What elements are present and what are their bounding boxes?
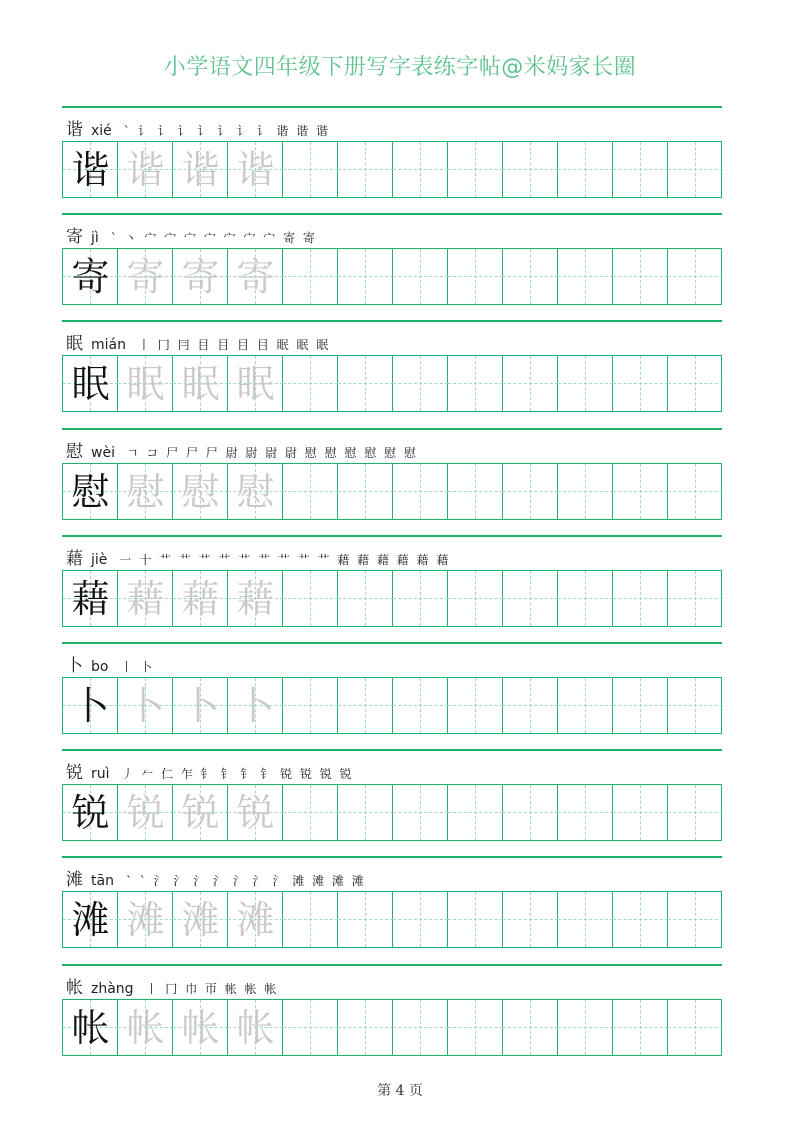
blank-cell [448, 356, 503, 411]
blank-cell [503, 678, 558, 733]
trace-cell [118, 1000, 173, 1055]
model-cell [63, 571, 118, 626]
trace-cell [228, 249, 283, 304]
guide-line-horizontal [393, 812, 448, 813]
practice-row [62, 428, 722, 520]
blank-cell [338, 785, 393, 840]
trace-cell [118, 571, 173, 626]
character-label: 眠 [66, 334, 83, 354]
trace-character: 谐 [181, 147, 220, 192]
blank-cell [448, 571, 503, 626]
guide-line-horizontal [668, 383, 723, 384]
blank-cell [393, 464, 448, 519]
row-divider [62, 213, 722, 215]
blank-cell [448, 892, 503, 947]
blank-cell [283, 1000, 338, 1055]
blank-cell [558, 678, 613, 733]
writing-grid [62, 999, 722, 1056]
pinyin-label: bo [91, 659, 109, 675]
row-divider [62, 749, 722, 751]
blank-cell [558, 464, 613, 519]
blank-cell [393, 1000, 448, 1055]
blank-cell [613, 356, 668, 411]
blank-cell [668, 571, 723, 626]
stroke-order: ` ` 氵 氵 氵 氵 氵 氵 氵 滩 滩 滩 滩 [125, 874, 366, 888]
character-label: 寄 [66, 227, 83, 247]
blank-cell [338, 892, 393, 947]
trace-character: 滩 [126, 897, 165, 942]
blank-cell [448, 464, 503, 519]
trace-character: 卜 [181, 683, 220, 728]
guide-line-horizontal [448, 919, 503, 920]
trace-character: 卜 [126, 683, 165, 728]
guide-line-horizontal [503, 705, 558, 706]
guide-line-horizontal [613, 705, 668, 706]
row-header [66, 973, 278, 997]
guide-line-horizontal [448, 491, 503, 492]
row-divider [62, 642, 722, 644]
blank-cell [613, 571, 668, 626]
guide-line-horizontal [283, 169, 338, 170]
trace-cell [118, 356, 173, 411]
blank-cell [503, 249, 558, 304]
blank-cell [613, 785, 668, 840]
character-label: 锐 [66, 763, 83, 783]
model-character: 帐 [71, 1005, 110, 1050]
guide-line-horizontal [448, 383, 503, 384]
model-cell [63, 1000, 118, 1055]
guide-line-horizontal [448, 812, 503, 813]
row-header [66, 865, 366, 889]
guide-line-horizontal [283, 491, 338, 492]
practice-row [62, 964, 722, 1056]
model-cell [63, 785, 118, 840]
blank-cell [613, 142, 668, 197]
practice-row [62, 106, 722, 198]
trace-cell [118, 142, 173, 197]
blank-cell [668, 785, 723, 840]
blank-cell [283, 142, 338, 197]
trace-character: 藉 [236, 576, 275, 621]
guide-line-horizontal [393, 383, 448, 384]
blank-cell [393, 571, 448, 626]
trace-character: 锐 [181, 790, 220, 835]
blank-cell [613, 464, 668, 519]
row-header [66, 758, 354, 782]
blank-cell [448, 142, 503, 197]
model-cell [63, 678, 118, 733]
model-character: 卜 [71, 683, 110, 728]
blank-cell [558, 249, 613, 304]
writing-grid [62, 355, 722, 412]
trace-cell [228, 571, 283, 626]
guide-line-horizontal [558, 169, 613, 170]
blank-cell [283, 249, 338, 304]
trace-character: 慰 [181, 469, 220, 514]
guide-line-horizontal [613, 598, 668, 599]
practice-row [62, 856, 722, 948]
guide-line-horizontal [558, 919, 613, 920]
pinyin-label: wèi [91, 445, 115, 461]
trace-cell [118, 892, 173, 947]
blank-cell [393, 678, 448, 733]
trace-cell [228, 678, 283, 733]
blank-cell [338, 464, 393, 519]
blank-cell [393, 249, 448, 304]
guide-line-horizontal [448, 598, 503, 599]
blank-cell [448, 785, 503, 840]
blank-cell [558, 142, 613, 197]
row-header [66, 222, 317, 246]
blank-cell [613, 249, 668, 304]
trace-cell [173, 1000, 228, 1055]
guide-line-horizontal [558, 812, 613, 813]
pinyin-label: ruì [91, 766, 110, 782]
guide-line-horizontal [558, 1027, 613, 1028]
blank-cell [668, 249, 723, 304]
guide-line-horizontal [503, 598, 558, 599]
blank-cell [558, 785, 613, 840]
guide-line-horizontal [613, 276, 668, 277]
trace-cell [118, 785, 173, 840]
pinyin-label: tān [91, 873, 114, 889]
trace-cell [173, 356, 228, 411]
guide-line-horizontal [613, 812, 668, 813]
guide-line-horizontal [503, 1027, 558, 1028]
blank-cell [283, 464, 338, 519]
trace-character: 谐 [236, 147, 275, 192]
model-character: 慰 [71, 469, 110, 514]
blank-cell [558, 356, 613, 411]
stroke-order: ㄱ コ 尸 尸 尸 尉 尉 尉 尉 慰 慰 慰 慰 慰 慰 [126, 446, 418, 460]
trace-character: 滩 [236, 897, 275, 942]
guide-line-horizontal [283, 598, 338, 599]
trace-cell [118, 464, 173, 519]
guide-line-horizontal [668, 919, 723, 920]
practice-row [62, 320, 722, 412]
trace-cell [173, 571, 228, 626]
guide-line-horizontal [503, 383, 558, 384]
writing-grid [62, 891, 722, 948]
blank-cell [338, 142, 393, 197]
blank-cell [668, 892, 723, 947]
guide-line-horizontal [283, 383, 338, 384]
guide-line-horizontal [338, 598, 393, 599]
trace-cell [228, 356, 283, 411]
pinyin-label: xié [91, 123, 112, 139]
blank-cell [558, 1000, 613, 1055]
page-title: 小学语文四年级下册写字表练字帖@米妈家长圈 [163, 55, 637, 80]
blank-cell [558, 571, 613, 626]
guide-line-horizontal [448, 705, 503, 706]
character-label: 卜 [66, 656, 83, 676]
blank-cell [448, 678, 503, 733]
guide-line-horizontal [558, 276, 613, 277]
pinyin-label: jiè [91, 552, 108, 568]
guide-line-horizontal [338, 705, 393, 706]
guide-line-horizontal [338, 383, 393, 384]
guide-line-horizontal [338, 491, 393, 492]
guide-line-horizontal [393, 705, 448, 706]
trace-cell [173, 464, 228, 519]
character-label: 滩 [66, 870, 83, 890]
guide-line-horizontal [613, 169, 668, 170]
writing-grid [62, 784, 722, 841]
trace-character: 帐 [236, 1005, 275, 1050]
row-header [66, 115, 330, 139]
row-divider [62, 535, 722, 537]
guide-line-horizontal [393, 491, 448, 492]
model-cell [63, 464, 118, 519]
guide-line-horizontal [393, 1027, 448, 1028]
writing-grid [62, 463, 722, 520]
guide-line-horizontal [668, 812, 723, 813]
trace-cell [228, 142, 283, 197]
model-cell [63, 892, 118, 947]
writing-grid [62, 248, 722, 305]
guide-line-horizontal [503, 491, 558, 492]
row-divider [62, 856, 722, 858]
row-header [66, 544, 450, 568]
trace-cell [173, 678, 228, 733]
pinyin-label: zhàng [91, 981, 134, 997]
trace-character: 帐 [126, 1005, 165, 1050]
blank-cell [613, 1000, 668, 1055]
blank-cell [448, 249, 503, 304]
blank-cell [503, 464, 558, 519]
blank-cell [668, 1000, 723, 1055]
model-cell [63, 356, 118, 411]
trace-cell [173, 249, 228, 304]
guide-line-horizontal [668, 276, 723, 277]
guide-line-horizontal [338, 812, 393, 813]
trace-character: 藉 [126, 576, 165, 621]
trace-cell [118, 678, 173, 733]
row-divider [62, 964, 722, 966]
guide-line-horizontal [283, 919, 338, 920]
writing-grid [62, 570, 722, 627]
blank-cell [448, 1000, 503, 1055]
pinyin-label: mián [91, 337, 126, 353]
trace-character: 眠 [126, 361, 165, 406]
guide-line-horizontal [338, 919, 393, 920]
guide-line-horizontal [393, 169, 448, 170]
guide-line-horizontal [668, 598, 723, 599]
guide-line-horizontal [283, 1027, 338, 1028]
guide-line-horizontal [283, 276, 338, 277]
guide-line-horizontal [558, 383, 613, 384]
character-label: 谐 [66, 120, 83, 140]
trace-character: 藉 [181, 576, 220, 621]
model-character: 眠 [71, 361, 110, 406]
blank-cell [668, 356, 723, 411]
guide-line-horizontal [283, 705, 338, 706]
blank-cell [338, 678, 393, 733]
blank-cell [668, 678, 723, 733]
guide-line-horizontal [338, 276, 393, 277]
blank-cell [393, 356, 448, 411]
guide-line-horizontal [613, 491, 668, 492]
trace-character: 慰 [236, 469, 275, 514]
blank-cell [283, 892, 338, 947]
row-header [66, 651, 154, 675]
trace-character: 寄 [126, 254, 165, 299]
stroke-order: 丿 𠂉 仁 乍 钅 钅 钅 钅 锐 锐 锐 锐 [121, 767, 354, 781]
trace-character: 眠 [236, 361, 275, 406]
practice-row [62, 642, 722, 734]
trace-character: 寄 [181, 254, 220, 299]
guide-line-horizontal [448, 169, 503, 170]
blank-cell [283, 571, 338, 626]
guide-line-horizontal [393, 919, 448, 920]
blank-cell [338, 571, 393, 626]
blank-cell [613, 892, 668, 947]
stroke-order: 一 十 艹 艹 艹 艹 艹 艹 艹 艹 艹 藉 藉 藉 藉 藉 藉 [119, 553, 451, 567]
trace-cell [228, 1000, 283, 1055]
blank-cell [668, 464, 723, 519]
character-label: 藉 [66, 549, 83, 569]
pinyin-label: jì [91, 230, 99, 246]
guide-line-horizontal [613, 383, 668, 384]
guide-line-horizontal [558, 705, 613, 706]
guide-line-horizontal [283, 812, 338, 813]
character-label: 慰 [66, 442, 83, 462]
stroke-order: 丨 冂 冃 目 目 目 目 眠 眠 眠 [137, 338, 331, 352]
guide-line-horizontal [338, 169, 393, 170]
stroke-order: ` 讠 讠 讠 讠 讠 讠 讠 谐 谐 谐 [123, 124, 330, 138]
stroke-order: 丨 卜 [120, 660, 155, 674]
blank-cell [283, 785, 338, 840]
model-character: 谐 [71, 147, 110, 192]
trace-cell [173, 785, 228, 840]
guide-line-horizontal [668, 1027, 723, 1028]
blank-cell [283, 356, 338, 411]
model-cell [63, 249, 118, 304]
guide-line-horizontal [503, 276, 558, 277]
trace-character: 寄 [236, 254, 275, 299]
guide-line-horizontal [503, 169, 558, 170]
row-header [66, 329, 330, 353]
model-character: 滩 [71, 897, 110, 942]
practice-row [62, 749, 722, 841]
blank-cell [393, 142, 448, 197]
guide-line-horizontal [338, 1027, 393, 1028]
trace-cell [118, 249, 173, 304]
guide-line-horizontal [558, 598, 613, 599]
trace-character: 帐 [181, 1005, 220, 1050]
blank-cell [283, 678, 338, 733]
trace-cell [173, 142, 228, 197]
trace-cell [173, 892, 228, 947]
guide-line-horizontal [668, 705, 723, 706]
trace-character: 锐 [236, 790, 275, 835]
blank-cell [668, 142, 723, 197]
writing-grid [62, 677, 722, 734]
model-character: 锐 [71, 790, 110, 835]
guide-line-horizontal [448, 1027, 503, 1028]
model-character: 寄 [71, 254, 110, 299]
guide-line-horizontal [613, 919, 668, 920]
writing-grid [62, 141, 722, 198]
guide-line-horizontal [503, 812, 558, 813]
guide-line-horizontal [558, 491, 613, 492]
guide-line-horizontal [668, 169, 723, 170]
blank-cell [503, 142, 558, 197]
row-divider [62, 320, 722, 322]
guide-line-horizontal [393, 598, 448, 599]
trace-character: 滩 [181, 897, 220, 942]
blank-cell [503, 785, 558, 840]
blank-cell [503, 571, 558, 626]
character-label: 帐 [66, 978, 83, 998]
blank-cell [393, 785, 448, 840]
blank-cell [338, 1000, 393, 1055]
guide-line-horizontal [448, 276, 503, 277]
guide-line-horizontal [613, 1027, 668, 1028]
guide-line-horizontal [668, 491, 723, 492]
guide-line-horizontal [393, 276, 448, 277]
blank-cell [503, 356, 558, 411]
trace-character: 谐 [126, 147, 165, 192]
row-header [66, 437, 418, 461]
blank-cell [503, 1000, 558, 1055]
trace-cell [228, 892, 283, 947]
stroke-order: ` 丶 宀 宀 宀 宀 宀 宀 宀 寄 寄 [110, 231, 317, 245]
trace-character: 眠 [181, 361, 220, 406]
trace-cell [228, 464, 283, 519]
model-character: 藉 [71, 576, 110, 621]
blank-cell [338, 356, 393, 411]
trace-character: 卜 [236, 683, 275, 728]
model-cell [63, 142, 118, 197]
trace-cell [228, 785, 283, 840]
row-divider [62, 428, 722, 430]
practice-row [62, 213, 722, 305]
practice-row [62, 535, 722, 627]
row-divider [62, 106, 722, 108]
blank-cell [613, 678, 668, 733]
page-number: 第 4 页 [377, 1083, 423, 1099]
blank-cell [558, 892, 613, 947]
trace-character: 慰 [126, 469, 165, 514]
blank-cell [503, 892, 558, 947]
blank-cell [393, 892, 448, 947]
guide-line-horizontal [503, 919, 558, 920]
stroke-order: 丨 冂 巾 帀 帐 帐 帐 [145, 982, 279, 996]
blank-cell [338, 249, 393, 304]
trace-character: 锐 [126, 790, 165, 835]
